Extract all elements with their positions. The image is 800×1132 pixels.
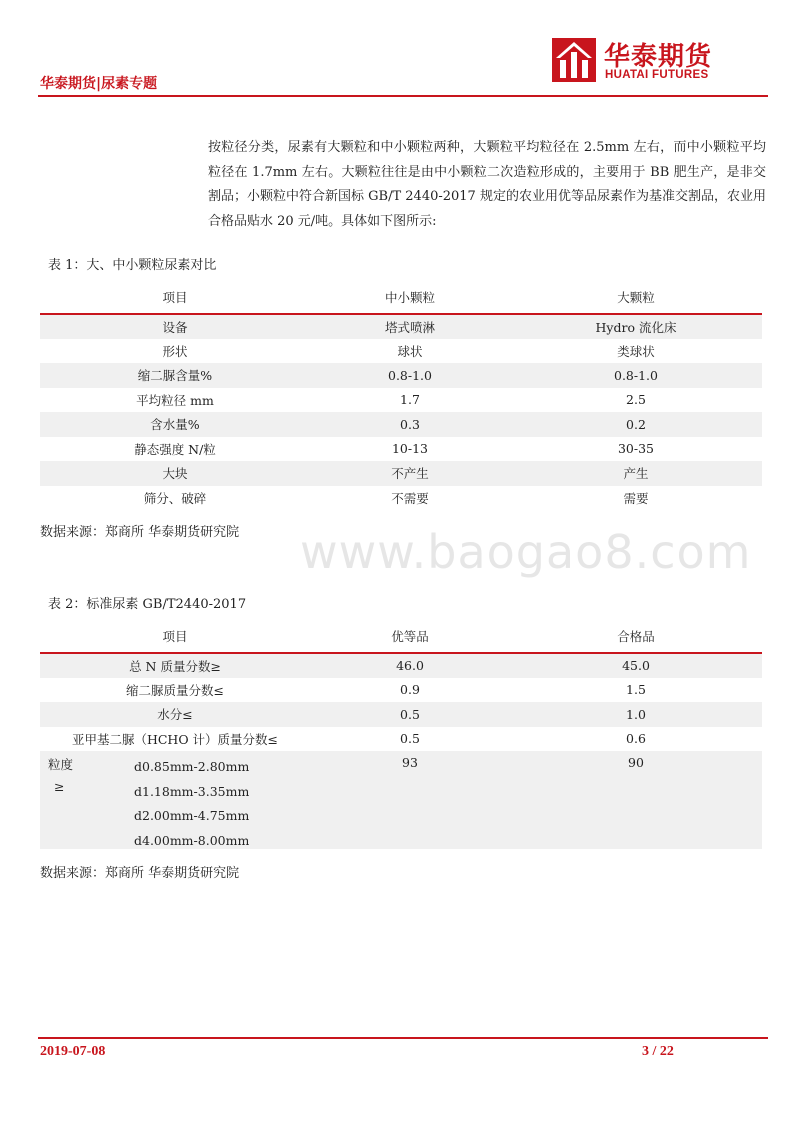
table1	[40, 280, 762, 510]
particle-range-item: d0.85mm-2.80mm	[134, 759, 250, 774]
particle-size-row	[40, 751, 762, 849]
table-cell: 设备	[40, 314, 310, 339]
table-row	[40, 486, 762, 511]
table-cell: 0.6	[626, 731, 646, 747]
table-cell: Hydro 流化床	[510, 314, 762, 339]
footer-date: 2019-07-08	[40, 1044, 106, 1059]
footer-divider	[38, 1037, 768, 1039]
huatai-logo-icon	[552, 38, 596, 82]
table-cell: 0.2	[510, 412, 762, 437]
table-cell: 0.8-1.0	[510, 363, 762, 388]
table-cell: 2.5	[626, 392, 646, 408]
table-row	[40, 388, 762, 413]
particle-size-ranges	[134, 755, 249, 853]
table-row	[40, 461, 762, 486]
table-row	[40, 412, 762, 437]
table-cell: 93	[310, 751, 510, 849]
table-row	[40, 339, 762, 364]
table-row	[40, 727, 762, 752]
table-header-cell: 大颗粒	[510, 280, 762, 314]
table-header-cell: 中小颗粒	[310, 280, 510, 314]
table-cell: 30-35	[617, 441, 655, 457]
watermark: www.baogao8.com	[300, 525, 752, 579]
table-row	[40, 702, 762, 727]
particle-size-cell	[40, 751, 310, 849]
table-row	[40, 363, 762, 388]
intro-paragraph: 按粒径分类，尿素有大颗粒和中小颗粒两种，大颗粒平均粒径在 2.5mm 左右，而中小颗粒平均粒径在 1.7mm 左右。大颗粒往往是由中小颗粒二次造粒形成的，主要用于 BB 肥生产，是非交割品；小颗粒中符合新国标 GB/T 2440-2017 规定的农业用优等品尿素作为基准交割品，农业用合格品贴水 20 元/吨。具体如下图所示:	[208, 140, 766, 229]
table-row	[40, 678, 762, 703]
table-header-cell: 项目	[40, 280, 310, 314]
table-header-row	[40, 619, 762, 653]
table1-source: 数据来源：郑商所 华泰期货研究院	[40, 525, 240, 540]
table2	[40, 619, 762, 849]
table-cell: 缩二脲含量%	[40, 363, 310, 388]
table-cell: 大块	[40, 461, 310, 486]
footer-page-number: 3 / 22	[642, 1044, 674, 1059]
table-cell: 45.0	[510, 653, 762, 678]
particle-size-sign: ≥	[54, 779, 65, 794]
table-cell: 球状	[397, 343, 423, 359]
table-row	[40, 437, 762, 462]
particle-range-item: d4.00mm-8.00mm	[134, 832, 250, 848]
table-cell: 筛分、破碎	[143, 490, 207, 506]
header-divider	[38, 95, 768, 97]
report-header-title: 华泰期货|尿素专题	[40, 76, 158, 92]
table-cell: 0.8-1.0	[310, 363, 510, 388]
table-header-cell: 优等品	[310, 619, 510, 653]
table-cell: 10-13	[391, 441, 429, 457]
table1-caption: 表 1：大、中小颗粒尿素对比	[48, 258, 217, 273]
table-row	[40, 653, 762, 678]
table-cell: 含水量%	[40, 412, 310, 437]
table-cell: 0.9	[400, 682, 420, 698]
table-cell: 46.0	[310, 653, 510, 678]
table-cell: 平均粒径 mm	[136, 392, 214, 408]
table-header-row	[40, 280, 762, 314]
table-cell: 类球状	[617, 343, 655, 359]
particle-range-item: d1.18mm-3.35mm	[134, 783, 250, 799]
table-cell: 总 N 质量分数≥	[40, 653, 310, 678]
table-cell: 1.5	[626, 682, 646, 698]
table-cell: 不需要	[391, 490, 429, 506]
table2-caption: 表 2：标准尿素 GB/T2440-2017	[48, 597, 247, 612]
table-cell: 形状	[162, 343, 188, 359]
logo-english-text: HUATAI FUTURES	[605, 69, 709, 81]
table-cell: 水分≤	[40, 702, 310, 727]
table-cell: 产生	[510, 461, 762, 486]
table-cell: 不产生	[310, 461, 510, 486]
table-cell: 需要	[623, 490, 649, 506]
table-cell: 90	[510, 751, 762, 849]
table-header-cell: 合格品	[510, 619, 762, 653]
table-cell: 0.5	[310, 702, 510, 727]
particle-size-label: 粒度	[48, 757, 74, 772]
table-cell: 亚甲基二脲（HCHO 计）质量分数≤	[71, 731, 279, 747]
table-cell: 静态强度 N/粒	[134, 441, 216, 457]
table-cell: 1.7	[400, 392, 420, 408]
table-cell: 1.0	[510, 702, 762, 727]
company-logo	[552, 36, 722, 84]
table-header-cell: 项目	[40, 619, 310, 653]
particle-range-item: d2.00mm-4.75mm	[134, 808, 250, 823]
table-cell: 塔式喷淋	[310, 314, 510, 339]
table2-source: 数据来源：郑商所 华泰期货研究院	[40, 866, 240, 881]
table-cell: 0.3	[310, 412, 510, 437]
table-cell: 缩二脲质量分数≤	[126, 682, 224, 698]
table-cell: 0.5	[400, 731, 420, 747]
logo-chinese-text: 华泰期货	[604, 42, 713, 72]
table-row	[40, 314, 762, 339]
